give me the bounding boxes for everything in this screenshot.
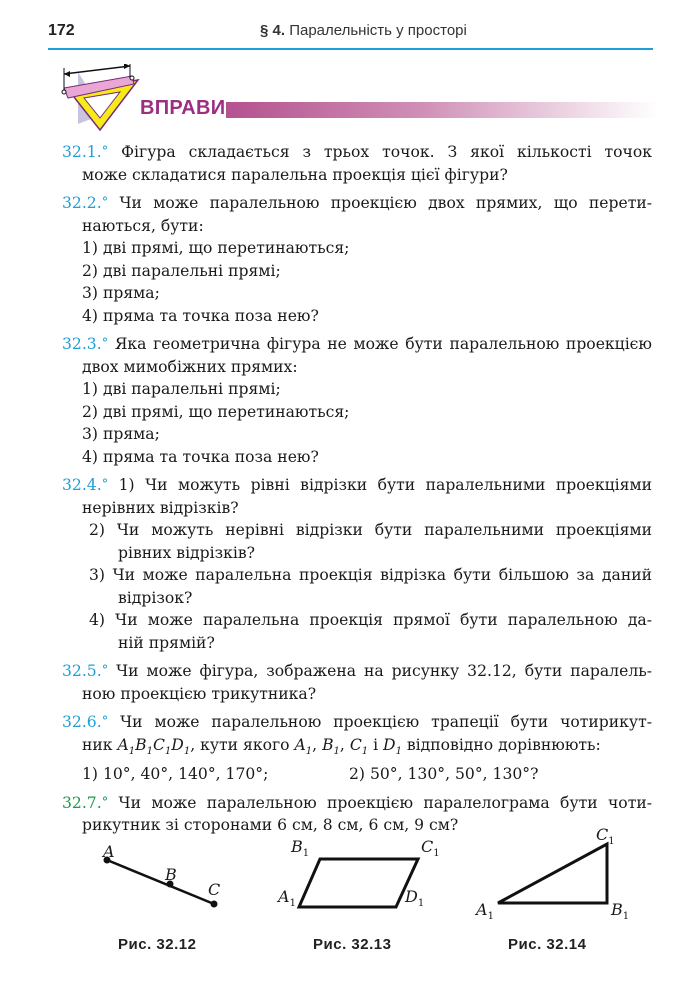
figure-caption: Рис. 32.13 (313, 936, 392, 953)
figures-row: A B C Рис. 32.12 $B_1$ $C_1$ $A_1$ $D_1$ Рис. 32.13 $C_1$ $A_1$ $B_1$ Рис. 32.14 (0, 815, 695, 985)
list-item: 3) пряма; (82, 425, 160, 443)
exercise-32-4: 32.4.° 1) Чи можуть рівні відрізки бути паралельними проекціями нерівних відрізків? 2) Чи можуть нерівні відрізки бути паралельними проекціями рівних відрізків? 3) Чи може паралельна проекція відрізка бути більшою за даний відрізок? 4) Чи може паралельна проекція прямої бути паралельною да- ній прямій? (62, 476, 652, 652)
list-item: 1) дві прямі, що перетинаються; (82, 239, 350, 257)
answer-options (62, 763, 652, 786)
exercise-number: 32.1. (62, 143, 102, 161)
section-mark: § 4. (260, 22, 286, 39)
triangle-diagram (494, 840, 614, 910)
list-item: 2) Чи можуть нерівні відрізки бути паралельними проекціями (89, 521, 652, 539)
exercise-32-1: 32.1.° Фігура складається з трьох точок. З якої кількості точок може складатися паралельна проекція цієї фігури? (62, 143, 652, 184)
exercise-32-2: 32.2.° Чи може паралельною проекцією двох прямих, що перети- наються, бути: 1) дві прямі, що перетинаються; 2) дві паралельні прямі; 3) пряма; 4) пряма та точка поза нею? (62, 192, 652, 327)
exercise-32-3: 32.3.° Яка геометрична фігура не може бути паралельною проекцією двох мимобіжних прямих: 1) дві паралельні прямі; 2) дві прямі, що перетинаються; 3) пряма; 4) пряма та точка поза нею? (62, 333, 652, 468)
option-1: 1) 10°, 40°, 140°, 170°; (82, 765, 269, 784)
figure-caption: Рис. 32.14 (508, 936, 587, 953)
banner-gradient-bar (226, 102, 658, 118)
list-item: 4) пряма та точка поза нею? (82, 447, 319, 466)
collinear-points-diagram (100, 850, 225, 910)
exercise-number: 32.4. (62, 476, 102, 494)
exercise-32-6: 32.6.° Чи може паралельною проекцією трапеції бути чотирикут- ник $A_1B_1C_1D_1$, кути якого $A_1$, $B_1$, $C_1$ і $D_1$ відповідно дорівнюють: 1) 10°, 40°, 140°, 170°; 2) 50°, 130°, 50°, 130°? (62, 711, 652, 786)
exercise-32-7: 32.7.° Чи може паралельною проекцією паралелограма бути чоти- рикутник зі сторонами 6 см, 8 см, 6 см, 9 см? (62, 793, 652, 835)
list-item: 2) дві паралельні прямі; (82, 261, 281, 280)
list-item: 4) Чи може паралельна проекція прямої бути паралельною да- (89, 611, 652, 629)
section-title: Паралельність у просторі (289, 22, 467, 39)
exercise-number: 32.5. (62, 662, 102, 680)
page-number: 172 (48, 22, 75, 39)
banner-title: ВПРАВИ (140, 97, 226, 119)
list-item: 3) пряма; (82, 284, 160, 302)
exercise-number: 32.3. (62, 335, 102, 353)
list-item: 4) пряма та точка поза нею? (82, 306, 319, 325)
exercise-number: 32.2. (62, 194, 102, 212)
option-2: 2) 50°, 130°, 50°, 130°? (349, 765, 539, 784)
chapter-title (260, 22, 467, 39)
exercises-banner (58, 64, 658, 134)
list-item: 3) Чи може паралельна проекція відрізка бути більшою за даний (89, 566, 652, 584)
ruler-triangle-icon (58, 64, 148, 134)
figure-caption: Рис. 32.12 (118, 936, 197, 953)
list-item: 2) дві прямі, що перетинаються; (82, 402, 350, 421)
exercise-32-5: 32.5.° Чи може фігура, зображена на рисунку 32.12, бути паралель- ною проекцією трикутника? (62, 662, 652, 703)
exercise-list (62, 141, 652, 843)
exercise-number: 32.7. (62, 793, 102, 812)
exercise-number: 32.6. (62, 713, 102, 731)
list-item: 1) дві паралельні прямі; (82, 380, 281, 398)
page-header (48, 22, 653, 50)
